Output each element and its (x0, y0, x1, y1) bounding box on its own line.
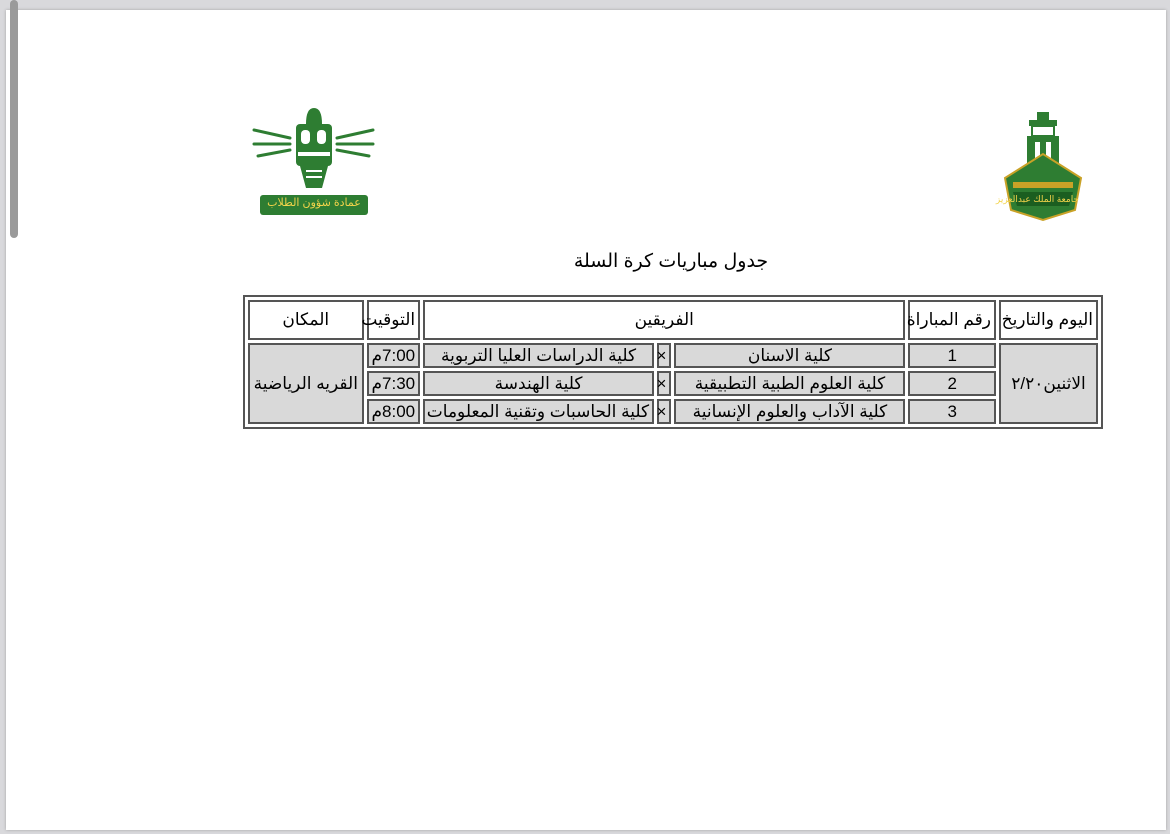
team-b-cell: كلية الحاسبات وتقنية المعلومات (423, 399, 654, 424)
time-cell: 7:30م (367, 371, 421, 396)
team-a-cell: كلية الآداب والعلوم الإنسانية (674, 399, 905, 424)
header-time: التوقيت (367, 300, 421, 340)
vs-cell: × (657, 371, 671, 396)
vs-cell: × (657, 343, 671, 368)
header-venue: المكان (248, 300, 364, 340)
vertical-scrollbar[interactable] (10, 0, 18, 238)
table-row (248, 399, 1098, 424)
match-number-cell: 1 (908, 343, 996, 368)
university-logo-text: جامعة الملك عبدالعزيز (995, 194, 1079, 204)
match-number-cell: 2 (908, 371, 996, 396)
time-cell: 8:00م (367, 399, 421, 424)
document-page (6, 10, 1166, 830)
header-match-no: رقم المباراة (908, 300, 996, 340)
table-header-row (248, 300, 1098, 340)
student-affairs-logo-text: عمادة شؤون الطلاب (267, 197, 361, 209)
header-teams: الفريقين (423, 300, 905, 340)
match-number-cell: 3 (908, 399, 996, 424)
university-logo (991, 108, 1096, 226)
team-a-cell: كلية العلوم الطبية التطبيقية (674, 371, 905, 396)
student-affairs-logo (246, 100, 381, 225)
table-row (248, 371, 1098, 396)
vs-cell: × (657, 399, 671, 424)
venue-cell: القريه الرياضية (248, 343, 364, 424)
team-a-cell: كلية الاسنان (674, 343, 905, 368)
match-schedule-table (243, 295, 1103, 429)
time-cell: 7:00م (367, 343, 421, 368)
day-date-cell: الاثنين٢/٢٠ (999, 343, 1098, 424)
team-b-cell: كلية الدراسات العليا التربوية (423, 343, 654, 368)
team-b-cell: كلية الهندسة (423, 371, 654, 396)
header-day-date: اليوم والتاريخ (999, 300, 1098, 340)
table-row (248, 343, 1098, 368)
page-title: جدول مباريات كرة السلة (573, 251, 769, 272)
